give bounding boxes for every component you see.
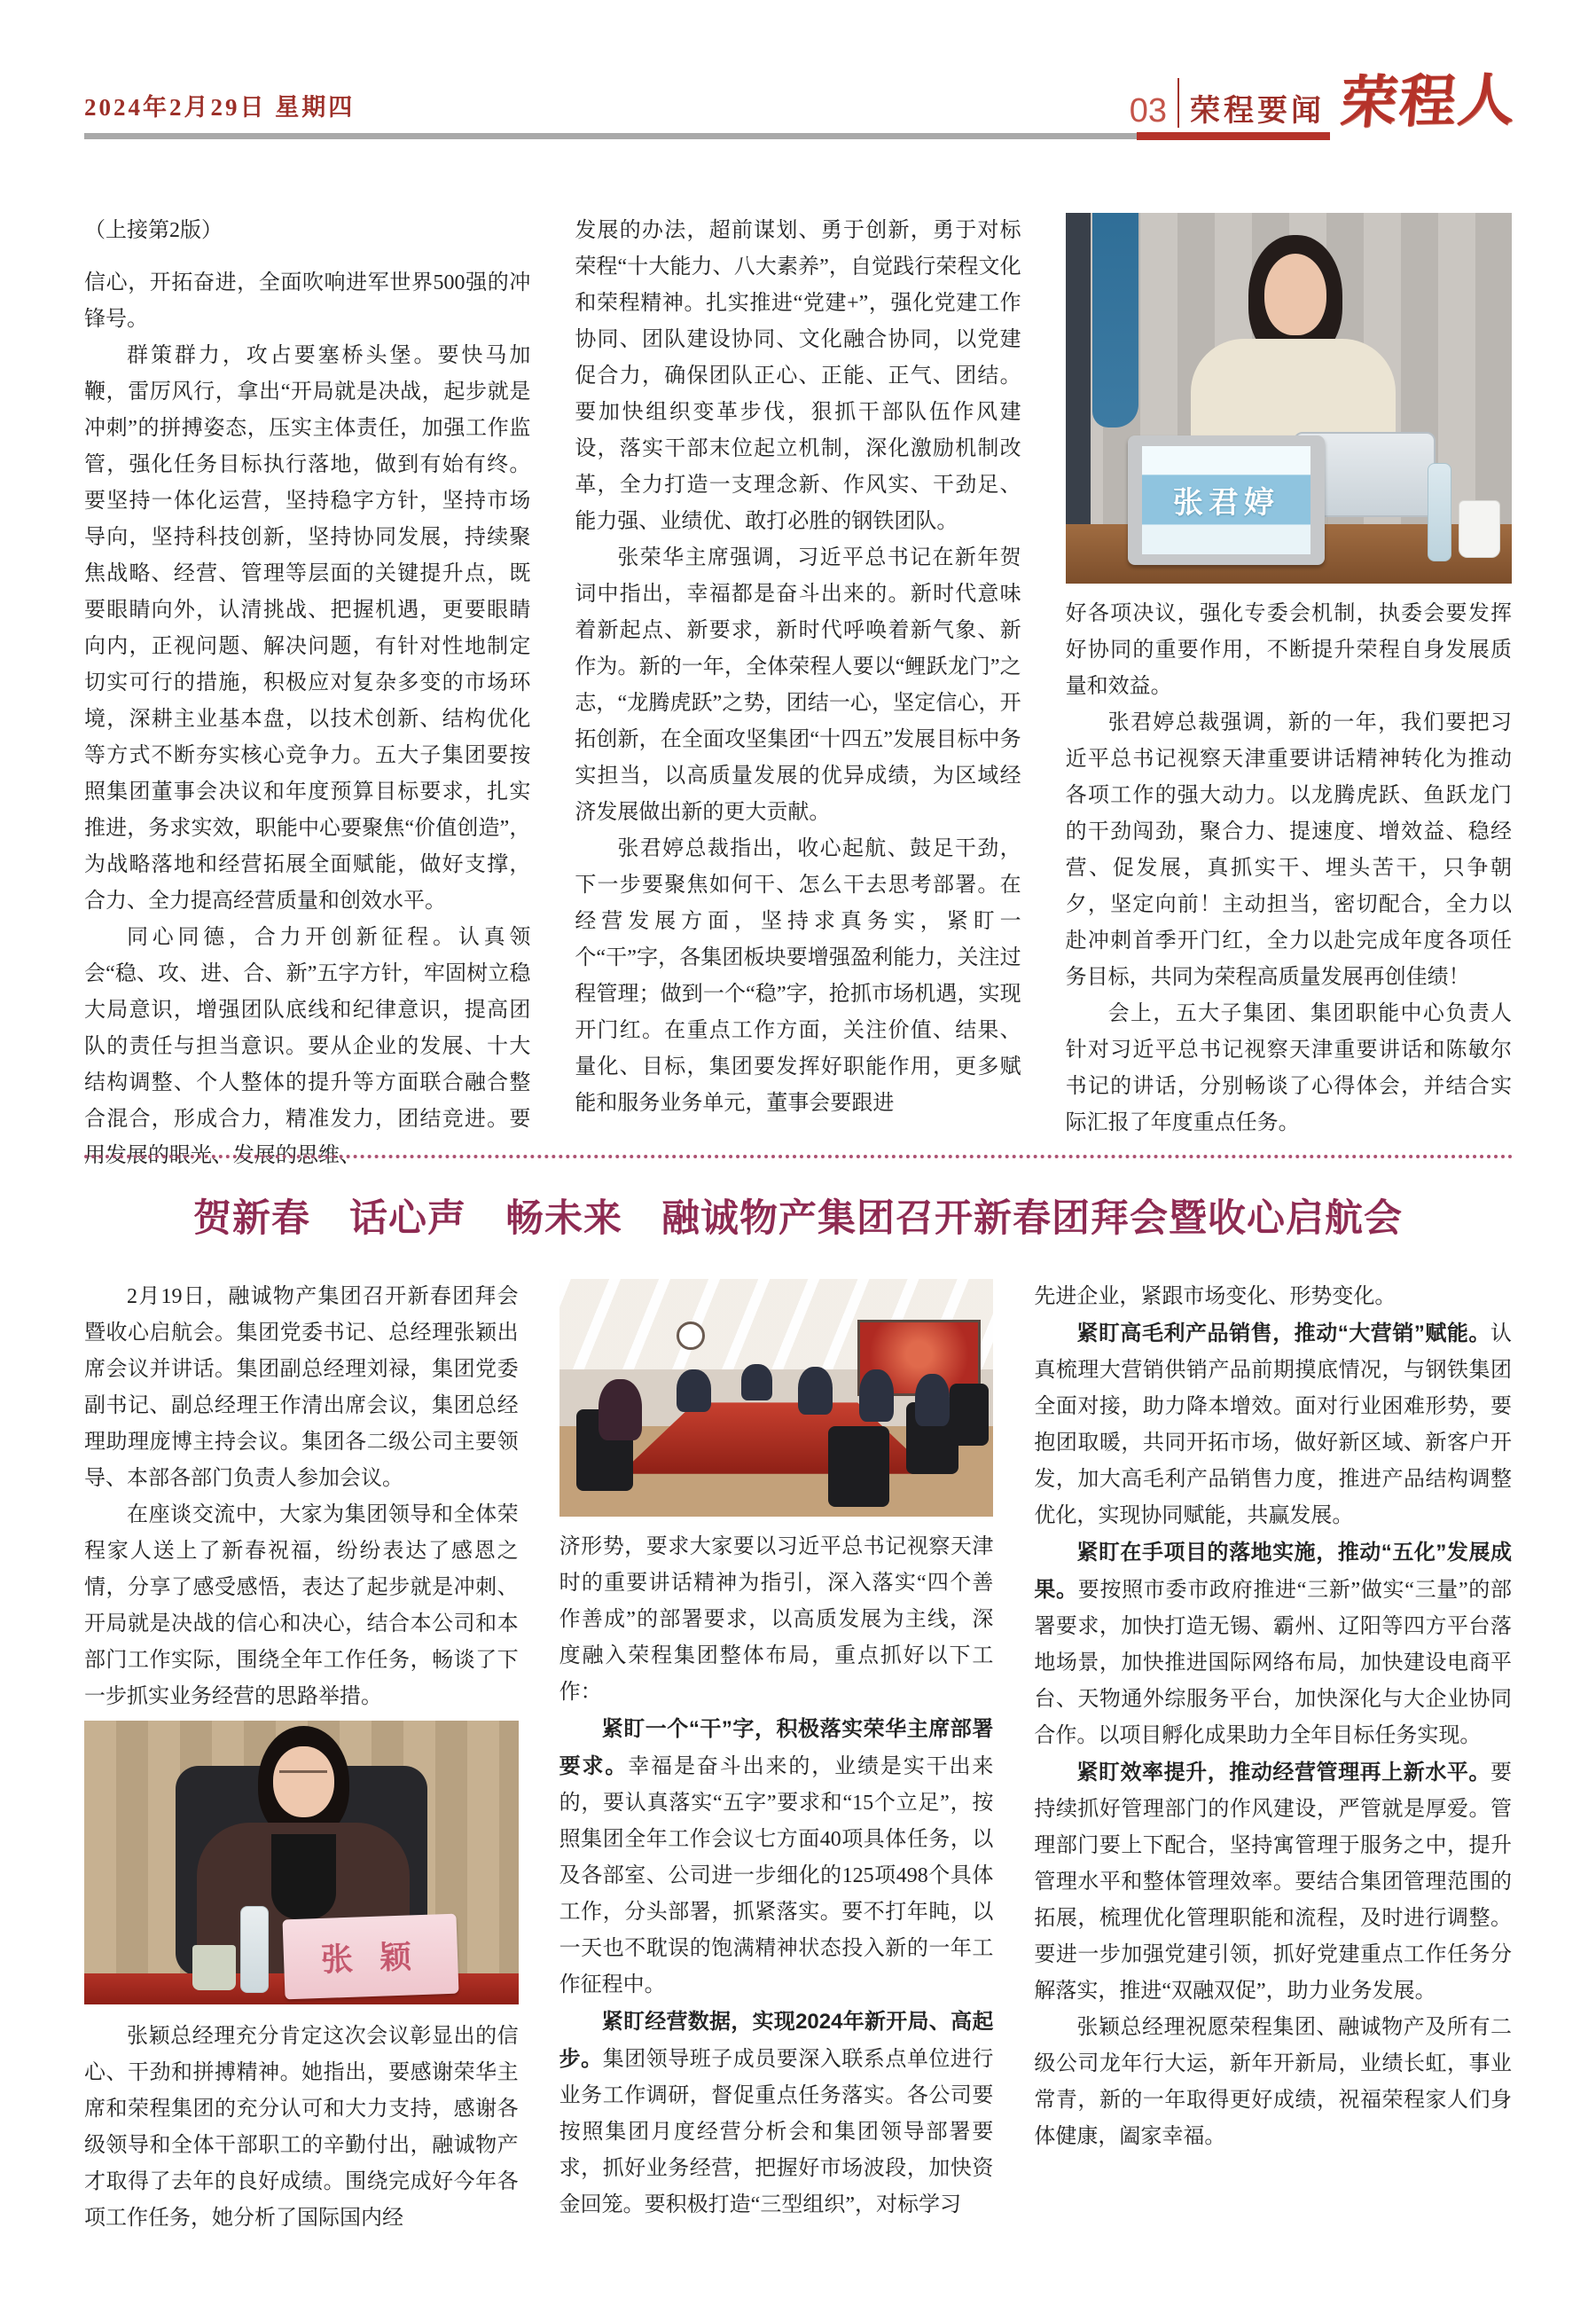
article-separator [84,1155,1514,1158]
para-text: 认真梳理大营销供销产品前期摸底情况，与钢铁集团全面对接，助力降本增效。面对行业困难形势，要抱团取暖，共同开拓市场，做好新区域、新客户开发，加大高毛利产品销售力度，推进产品结构调整优化，实现协同赋能，共赢发展。 [1034,1322,1512,1527]
para-text: 要按照市委市政府推进“三新”做实“三量”的部署要求，加快打造无锡、霸州、辽阳等四方平台落地场景，加快推进国际网络布局，加快建设电商平台、天物通外综服务平台，加快深化与大企业协同合作。以项目孵化成果助力全年目标任务实现。 [1034,1579,1513,1747]
bold-lead: 紧盯在手项目的落地实施，推动“五化”发展成果。 [1034,1541,1512,1602]
article2-column-2 [559,1279,994,2237]
water-bottle [240,1906,268,1993]
bold-lead: 紧盯经营数据，实现2024年新开局、高起步。 [559,2010,994,2071]
photo-meeting-room [559,1279,994,1517]
article2-col3-para-0: 先进企业，紧跟市场变化、形势变化。 [1034,1285,1396,1308]
article1-col2-para-2: 张君婷总裁指出，收心起航、鼓足干劲，下一步要聚焦如何干、怎么干去思考部署。在经营发展方面，坚持求真务实，紧盯一个“干”字，各集团板块要增强盈利能力，关注过程管理；做到一个“稳”字，抢抓市场机遇，实现开门红。在重点工作方面，关注价值、结果、量化、目标，集团要发挥好职能作用，更多赋能和服务业务单元，董事会要跟进 [575,837,1021,1115]
chair [828,1426,889,1507]
person-shirt [271,1834,336,1919]
name-card-text: 张 颖 [320,1938,421,1979]
article1-col3-para-2: 会上，五大子集团、集团职能中心负责人针对习近平总书记视察天津重要讲话和陈敏尔书记的讲话，分别畅谈了心得体会，并结合实际汇报了年度重点任务。 [1065,1002,1512,1134]
header-rule-red [1137,132,1330,140]
attendee [741,1364,771,1400]
header-rule-gray [84,133,1137,139]
glasses [279,1770,327,1777]
bold-lead: 紧盯高毛利产品销售，推动“大营销”赋能。 [1076,1322,1490,1345]
header-right [1129,68,1520,136]
blue-curtain [1092,213,1138,427]
bold-lead: 紧盯一个“干”字，积极落实荣华主席部署要求。 [559,1717,994,1778]
photo-zhang-ying [84,1721,519,2004]
photo-zhang-junting [1066,213,1512,584]
continued-note: （上接第2版） [84,219,223,242]
attendee [859,1369,894,1422]
white-mug [1459,500,1500,558]
attendee [598,1379,642,1441]
header-divider [1177,78,1179,128]
article1-col3-para-0: 好各项决议，强化专委会机制，执委会要发挥好协同的重要作用，不断提升荣程自身发展质量和效益。 [1065,602,1512,698]
masthead-logo: 荣程人 [1337,68,1520,136]
issue-date: 2024年2月29日 星期四 [84,94,356,121]
name-card [283,1913,459,1998]
page-number: 03 [1129,92,1167,129]
article1-col1-para-2: 同心同德，合力开创新征程。认真领会“稳、攻、进、合、新”五字方针，牢固树立稳大局意识，增强团队底线和纪律意识，提高团队的责任与担当意识。要从企业的发展、十大结构调整、个人整体的提升等方面联合融合整合混合，形成合力，精准发力，团结竞进。要用发展的眼光、发展的思维、 [84,926,531,1167]
article2-col3-para-2 [1034,1534,1512,1754]
bold-lead: 紧盯效率提升，推动经营管理再上新水平。 [1076,1761,1490,1784]
article2-col1-para-0: 2月19日，融诚物产集团召开新春团拜会暨收心启航会。集团党委书记、总经理张颖出席会议并讲话。集团副总经理刘禄，集团党委副书记、副总经理王作清出席会议，集团总经理助理庞博主持会议。集团各二级公司主要领导、本部各部门负责人参加会议。 [84,1285,519,1490]
article2-col2-para-2 [559,2004,994,2224]
nameplate-screen-display [1142,446,1310,555]
article2-col3-para-1 [1034,1315,1512,1534]
article1-column-1 [84,213,530,1174]
article2-col3-para-4: 张颖总经理祝愿荣程集团、融诚物产及所有二级公司龙年行大运，新年开新局，业绩长虹，事业常青，新的一年取得更好成绩，祝福荣程家人们身体健康，阖家幸福。 [1034,2016,1512,2148]
person-face [273,1746,334,1817]
article2-col3-para-3 [1034,1754,1512,2010]
article2-col1-para-2: 张颖总经理充分肯定这次会议彰显出的信心、干劲和拼搏精神。她指出，要感谢荣华主席和荣程集团的充分认可和大力支持，感谢各级领导和全体干部职工的辛勤付出，融诚物产才取得了去年的良好成绩。围绕完成好今年各项工作任务，她分析了国际国内经 [84,2025,519,2230]
article2-col1-para-1: 在座谈交流中，大家为集团领导和全体荣程家人送上了新春祝福，纷纷表达了感恩之情，分享了感受感悟，表达了起步就是冲刺、开局就是决战的信心和决心，结合本公司和本部门工作实际，围绕全年工作任务，畅谈了下一步抓实业务经营的思路举措。 [84,1503,519,1708]
article2-column-1 [84,1279,519,2237]
para-text: 要持续抓好管理部门的作风建设，严管就是厚爱。管理部门要上下配合，坚持寓管理于服务之中，提升管理水平和整体管理效率。要结合集团管理范围的拓展，梳理优化管理职能和流程，及时进行调整。要进一步加强党建引领，抓好党建重点工作任务分解落实，推进“双融双促”，助力业务发展。 [1034,1761,1512,2003]
article1-column-2 [575,213,1021,1174]
para-text: 幸福是奋斗出来的，业绩是实干出来的，要认真落实“五字”要求和“15个立足”，按照集团全年工作会议七方面40项具体任务，以及各部室、公司进一步细化的125项498个具体工作，分头部署，抓紧落实。要不打年盹，以一天也不耽误的饱满精神状态投入新的一年工作征程中。 [559,1755,994,1996]
header-rule [84,133,1330,139]
article1-col2-para-1: 张荣华主席强调，习近平总书记在新年贺词中指出，幸福都是奋斗出来的。新时代意味着新起点、新要求，新时代呼唤着新气象、新作为。新的一年，全体荣程人要以“鲤跃龙门”之志，“龙腾虎跃”之势，团结一心，坚定信心，开拓创新，在全面攻坚集团“十四五”发展目标中务实担当，以高质量发展的优异成绩，为区域经济发展做出新的更大贡献。 [575,546,1021,824]
attendee [798,1367,833,1415]
wall-clock [677,1322,705,1350]
article2-headline: 贺新春 话心声 畅未来 融诚物产集团召开新春团拜会暨收心启航会 [193,1197,1403,1240]
page-header [84,68,1520,136]
para-text: 集团领导班子成员要深入联系点单位进行业务工作调研，督促重点任务落实。各公司要按照集团月度经营分析会和集团领导部署要求，抓好业务经营，把握好市场波段，加快资金回笼。要积极打造“三型组织”，对标学习 [559,2048,994,2216]
article2-col2-para-0: 济形势，要求大家要以习近平总书记视察天津时的重要讲话精神为指引，深入落实“四个善作善成”的部署要求，以高质发展为主线，深度融入荣程集团整体布局，重点抓好以下工作： [559,1535,994,1704]
article1-col3-para-1: 张君婷总裁强调，新的一年，我们要把习近平总书记视察天津重要讲话精神转化为推动各项工作的强大动力。以龙腾虎跃、鱼跃龙门的干劲闯劲，聚合力、提速度、增效益、稳经营、促发展，真抓实干、埋头苦干，只争朝夕，坚定向前！主动担当，密切配合，全力以赴冲刺首季开门红，全力以赴完成年度各项任务目标，共同为荣程高质量发展再创佳绩！ [1065,711,1512,989]
person-face [1264,254,1326,335]
article1-col1-para-1: 群策群力，攻占要塞桥头堡。要快马加鞭，雷厉风行，拿出“开局就是决战，起步就是冲刺”的拼搏姿态，压实主体责任，加强工作监管，强化任务目标执行落地，做到有始有终。要坚持一体化运营，坚持稳字方针，坚持市场导向，坚持科技创新，坚持协同发展，持续聚焦战略、经营、管理等层面的关键提升点，既要眼睛向外，认清挑战、把握机遇，更要眼睛向内，正视问题、解决问题，有针对性地制定切实可行的措施，积极应对复杂多变的市场环境，深耕主业基本盘，以技术创新、结构优化等方式不断夯实核心竞争力。五大子集团要按照集团董事会决议和年度预算目标要求，扎实推进，务求实效，职能中心要聚焦“价值创造”，为战略落地和经营拓展全面赋能，做好支撑，合力、全力提高经营质量和创效水平。 [84,344,531,913]
article1-col1-para-0: 信心，开拓奋进，全面吹响进军世界500强的冲锋号。 [84,271,531,331]
article2-column-3 [1034,1279,1512,2237]
nameplate-screen [1128,435,1324,565]
chair [950,1384,989,1446]
article-2 [84,1279,1512,2237]
water-bottle [1428,463,1451,561]
section-title: 荣程要闻 [1190,93,1325,128]
article-1 [84,213,1512,1174]
tea-cup [192,1945,236,1990]
article1-column-3 [1066,213,1512,1174]
attendee [677,1369,711,1412]
nameplate-text: 张君婷 [1172,486,1279,521]
attendee [915,1374,950,1426]
article1-col2-para-0: 发展的办法，超前谋划、勇于创新，勇于对标荣程“十大能力、八大素养”，自觉践行荣程文化和荣程精神。扎实推进“党建+”，强化党建工作协同、团队建设协同、文化融合协同，以党建促合力，确保团队正心、正能、正气、团结。要加快组织变革步伐，狠抓干部队伍作风建设，落实干部末位起立机制，深化激励机制改革，全力打造一支理念新、作风实、干劲足、能力强、业绩优、敢打必胜的钢铁团队。 [575,219,1021,533]
article2-col2-para-1 [559,1711,994,2004]
